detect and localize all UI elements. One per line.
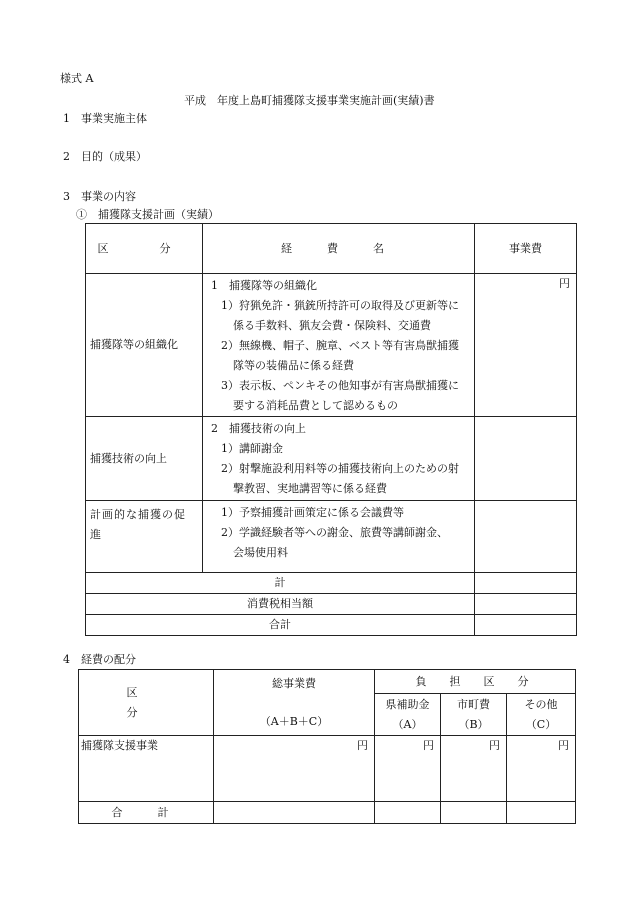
row-category: 計画的な捕獲の促 進 bbox=[86, 501, 203, 573]
allocation-total-value bbox=[214, 802, 375, 824]
table-row bbox=[86, 501, 577, 573]
header-other: その他 （C） bbox=[507, 694, 576, 736]
section-1-heading: 1 事業実施主体 bbox=[63, 112, 147, 125]
allocation-total-other bbox=[507, 802, 576, 824]
allocation-table bbox=[78, 669, 576, 824]
total-value bbox=[475, 615, 577, 636]
total-label: 合計 bbox=[86, 615, 475, 636]
row-total-yen: 円 bbox=[214, 736, 375, 802]
row-amount bbox=[475, 501, 577, 573]
row-other-yen: 円 bbox=[507, 736, 576, 802]
table-row bbox=[86, 417, 577, 501]
header-city: 市町費 （B） bbox=[441, 694, 507, 736]
document-title: 平成 年度上島町捕獲隊支援事業実施計画(実績)書 bbox=[184, 94, 435, 107]
section-3-subheading: ① 捕獲隊支援計画（実績） bbox=[76, 208, 219, 221]
plan-table bbox=[85, 223, 577, 636]
subtotal-value bbox=[475, 573, 577, 594]
tax-value bbox=[475, 594, 577, 615]
header-burden: 負 担 区 分 bbox=[375, 670, 576, 694]
section-4-heading: 4 経費の配分 bbox=[63, 653, 136, 666]
table-row bbox=[79, 736, 576, 802]
allocation-total-city bbox=[441, 802, 507, 824]
row-expense-lines: 2 捕獲技術の向上 1）講師謝金 2）射撃施設利用料等の捕獲技術向上のための射 撃教習、実地講習等に係る経費 bbox=[203, 417, 475, 501]
row-category: 捕獲技術の向上 bbox=[86, 417, 203, 501]
allocation-total-pref bbox=[375, 802, 441, 824]
row-expense-lines: 1）予察捕獲計画策定に係る会議費等 2）学識経験者等への謝金、旅費等講師謝金、 会場使用料 bbox=[203, 501, 475, 573]
header-category: 区 分 bbox=[86, 224, 203, 274]
header-project-cost: 事業費 bbox=[475, 224, 577, 274]
header-pref: 県補助金 （A） bbox=[375, 694, 441, 736]
row-city-yen: 円 bbox=[441, 736, 507, 802]
allocation-total-label: 合 計 bbox=[79, 802, 214, 824]
row-amount: 円 bbox=[475, 274, 577, 417]
header-total: 総事業費 （A＋B＋C） bbox=[214, 670, 375, 736]
section-2-heading: 2 目的（成果） bbox=[63, 150, 147, 163]
row-label: 捕獲隊支援事業 bbox=[79, 736, 214, 802]
section-3-heading: 3 事業の内容 bbox=[63, 190, 136, 203]
row-pref-yen: 円 bbox=[375, 736, 441, 802]
row-expense-lines: 1 捕獲隊等の組織化 1）狩猟免許・猟銃所持許可の取得及び更新等に 係る手数料、猟友会費・保険料、交通費 2）無線機、帽子、腕章、ベスト等有害鳥獣捕獲 隊等の装備品に係る経費 3）表示板、ペンキその他知事が有害鳥獣捕獲に 要する消耗品費として認めるもの bbox=[203, 274, 475, 417]
row-amount bbox=[475, 417, 577, 501]
subtotal-label: 計 bbox=[86, 573, 475, 594]
header-category: 区 分 bbox=[79, 670, 214, 736]
table-row bbox=[86, 274, 577, 417]
row-category: 捕獲隊等の組織化 bbox=[86, 274, 203, 417]
header-expense-name: 経 費 名 bbox=[203, 224, 475, 274]
tax-label: 消費税相当額 bbox=[86, 594, 475, 615]
form-label: 様式 A bbox=[60, 72, 94, 85]
